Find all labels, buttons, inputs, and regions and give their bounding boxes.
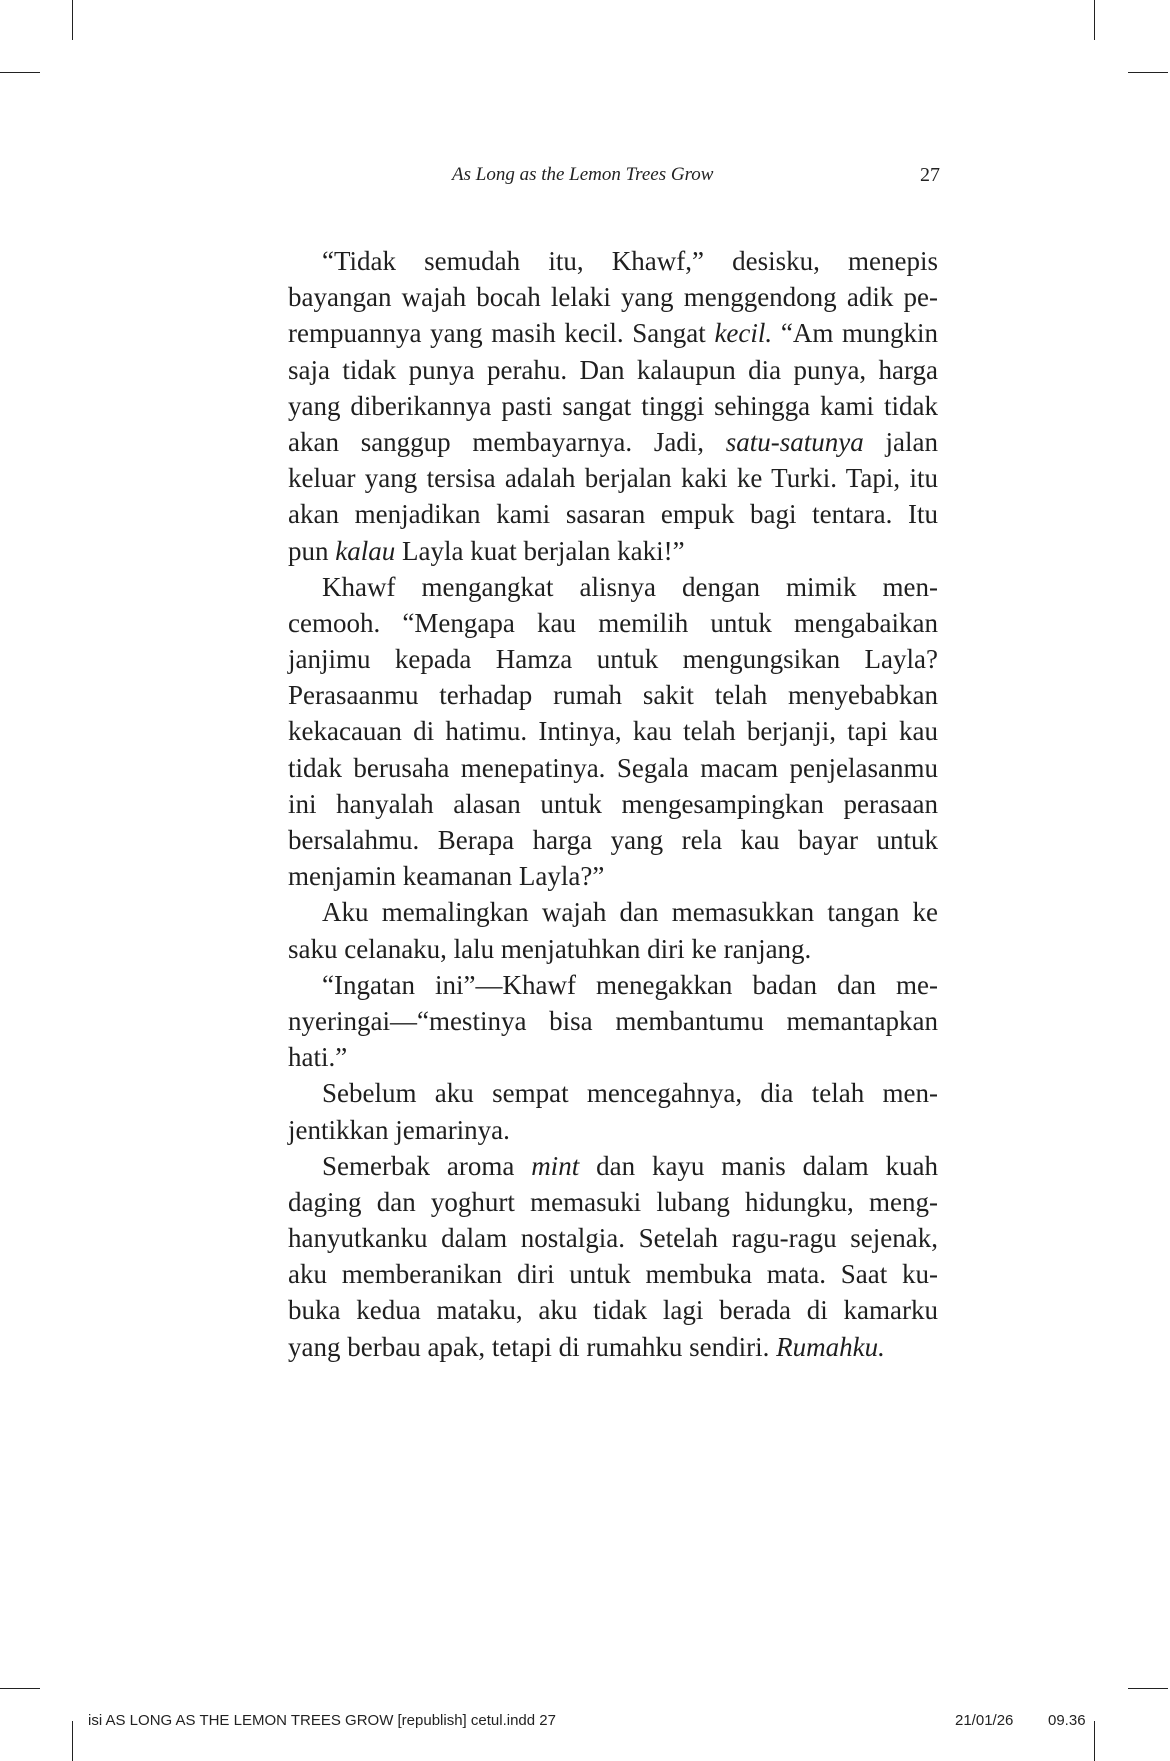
text-run: tidak berusaha menepatinya. Segala macam penjelasanmu bbox=[288, 752, 938, 783]
text-run: pun bbox=[288, 535, 336, 566]
text-line bbox=[288, 1112, 938, 1148]
text-run: akan menjadikan kami sasaran empuk bagi tentara. Itu bbox=[288, 499, 938, 530]
text-line bbox=[288, 641, 938, 677]
text-run: dan kayu manis dalam kuah bbox=[579, 1150, 939, 1181]
text-run: rempuannya yang masih kecil. Sangat bbox=[288, 318, 715, 349]
text-line bbox=[288, 822, 938, 858]
text-line bbox=[288, 569, 938, 605]
crop-mark bbox=[0, 72, 40, 73]
text-line bbox=[288, 533, 938, 569]
text-run: hanyutkanku dalam nostalgia. Setelah ragu-ragu sejenak, bbox=[288, 1223, 938, 1254]
text-line bbox=[288, 713, 938, 749]
text-run: akan sanggup membayarnya. Jadi, bbox=[288, 426, 726, 457]
text-run: ini hanyalah alasan untuk mengesampingkan perasaan bbox=[288, 788, 938, 819]
slug-time: 09.36 bbox=[1048, 1712, 1086, 1729]
text-line bbox=[288, 894, 938, 930]
paragraph bbox=[288, 1075, 938, 1147]
text-line bbox=[288, 496, 938, 532]
text-run: buka kedua mataku, aku tidak lagi berada di kamarku bbox=[288, 1295, 938, 1326]
text-run: menjamin keamanan Layla?” bbox=[288, 861, 605, 892]
text-line bbox=[288, 1039, 938, 1075]
text-run: Khawf mengangkat alisnya dengan mimik men- bbox=[322, 571, 938, 602]
text-line bbox=[288, 1220, 938, 1256]
text-run: Aku memalingkan wajah dan memasukkan tangan ke bbox=[322, 897, 938, 928]
text-run: jalan bbox=[863, 426, 938, 457]
text-line bbox=[288, 786, 938, 822]
text-run: “Ingatan ini”—Khawf menegakkan badan dan me- bbox=[322, 969, 938, 1000]
page-number: 27 bbox=[920, 164, 940, 186]
italic-run: kalau bbox=[335, 535, 396, 566]
crop-mark bbox=[72, 0, 73, 40]
text-run: “Am mungkin bbox=[772, 318, 938, 349]
text-run: Sebelum aku sempat mencegahnya, dia telah men- bbox=[322, 1078, 938, 1109]
slug-filename: isi AS LONG AS THE LEMON TREES GROW [republish] cetul.indd 27 bbox=[88, 1712, 556, 1729]
text-run: kekacauan di hatimu. Intinya, kau telah berjanji, tapi kau bbox=[288, 716, 938, 747]
paragraph bbox=[288, 1148, 938, 1365]
text-run: bersalahmu. Berapa harga yang rela kau bayar untuk bbox=[288, 825, 938, 855]
running-head bbox=[420, 164, 940, 194]
text-line bbox=[288, 931, 938, 967]
text-line bbox=[288, 1075, 938, 1111]
text-run: nyeringai—“mestinya bisa membantumu memantapkan bbox=[288, 1005, 938, 1036]
italic-run: kecil. bbox=[714, 318, 773, 349]
crop-mark bbox=[1128, 1688, 1168, 1689]
running-head-title: As Long as the Lemon Trees Grow bbox=[452, 164, 714, 185]
text-run: jentikkan jemarinya. bbox=[288, 1114, 510, 1145]
text-line bbox=[288, 1184, 938, 1220]
text-run: saja tidak punya perahu. Dan kalaupun dia punya, harga bbox=[288, 354, 938, 385]
text-line bbox=[288, 424, 938, 460]
text-run: yang diberikannya pasti sangat tinggi sehingga kami tidak bbox=[288, 390, 938, 421]
print-slug bbox=[0, 1712, 1170, 1742]
text-line bbox=[288, 967, 938, 1003]
crop-mark bbox=[0, 1688, 40, 1689]
text-line bbox=[288, 1003, 938, 1039]
text-line bbox=[288, 1256, 938, 1292]
text-line bbox=[288, 1292, 938, 1328]
italic-run: satu-satunya bbox=[725, 426, 864, 457]
text-run: aku memberanikan diri untuk membuka mata. Saat ku- bbox=[288, 1259, 938, 1290]
text-line bbox=[288, 243, 938, 279]
paragraph bbox=[288, 569, 938, 895]
italic-run: mint bbox=[531, 1150, 580, 1181]
text-line bbox=[288, 750, 938, 786]
text-line bbox=[288, 388, 938, 424]
text-line bbox=[288, 1329, 938, 1365]
text-line bbox=[288, 315, 938, 351]
text-run: keluar yang tersisa adalah berjalan kaki ke Turki. Tapi, itu bbox=[288, 463, 938, 494]
text-run: yang berbau apak, tetapi di rumahku sendiri. bbox=[288, 1331, 777, 1362]
text-line bbox=[288, 605, 938, 641]
crop-mark bbox=[1128, 72, 1168, 73]
text-run: Perasaanmu terhadap rumah sakit telah menyebabkan bbox=[288, 680, 938, 711]
italic-run: Rumahku. bbox=[776, 1331, 885, 1362]
paragraph bbox=[288, 967, 938, 1076]
text-run: Layla kuat berjalan kaki!” bbox=[395, 535, 685, 566]
text-run: hati.” bbox=[288, 1042, 348, 1073]
text-line bbox=[288, 460, 938, 496]
text-run: saku celanaku, lalu menjatuhkan diri ke ranjang. bbox=[288, 933, 812, 964]
text-run: daging dan yoghurt memasuki lubang hidungku, meng- bbox=[288, 1186, 938, 1217]
paragraph bbox=[288, 894, 938, 966]
text-line bbox=[288, 279, 938, 315]
paragraph bbox=[288, 243, 938, 569]
text-run: bayangan wajah bocah lelaki yang menggendong adik pe- bbox=[288, 282, 938, 313]
text-run: Semerbak aroma bbox=[322, 1150, 532, 1181]
text-line bbox=[288, 352, 938, 388]
text-line bbox=[288, 1148, 938, 1184]
text-run: “Tidak semudah itu, Khawf,” desisku, menepis bbox=[322, 246, 938, 276]
slug-date: 21/01/26 bbox=[955, 1712, 1014, 1729]
text-line bbox=[288, 677, 938, 713]
crop-mark bbox=[1094, 0, 1095, 40]
text-run: cemooh. “Mengapa kau memilih untuk mengabaikan bbox=[288, 607, 938, 638]
body-text bbox=[288, 243, 938, 1365]
text-line bbox=[288, 858, 938, 894]
text-run: janjimu kepada Hamza untuk mengungsikan Layla? bbox=[288, 644, 938, 675]
